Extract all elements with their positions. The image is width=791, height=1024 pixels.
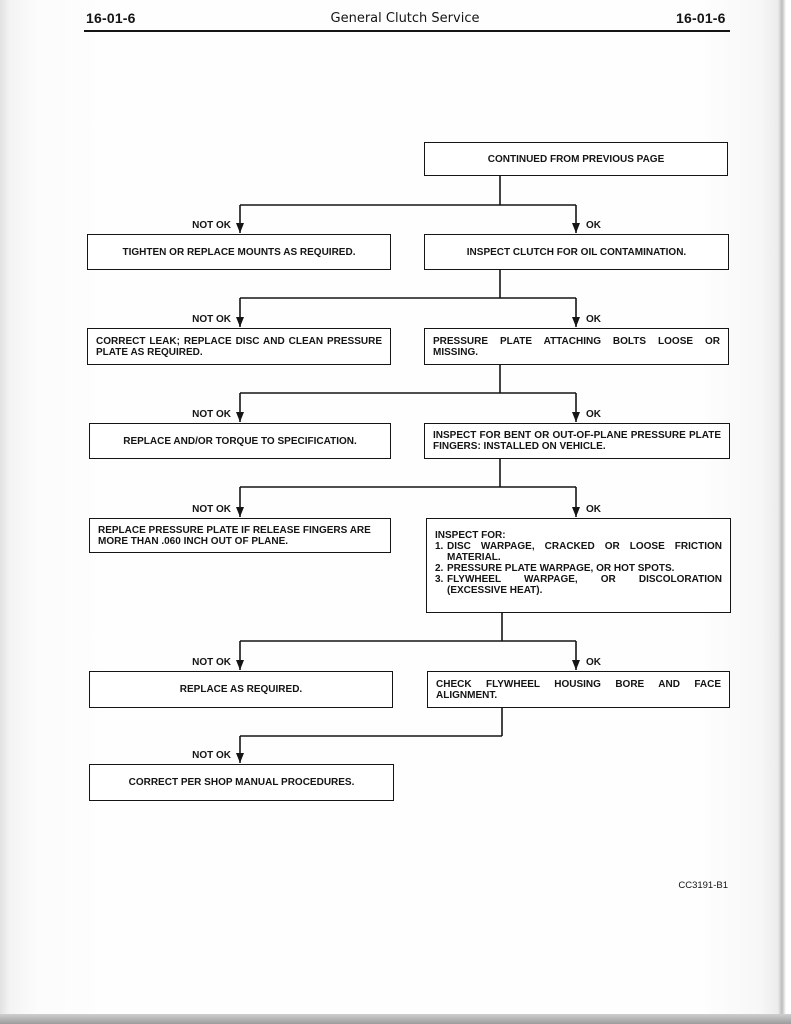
label-not-ok-6: NOT OK xyxy=(192,750,231,761)
start-box xyxy=(424,142,728,176)
action-box-3-text: REPLACE AND/OR TORQUE TO SPECIFICATION. xyxy=(123,435,357,447)
check-box-3 xyxy=(424,423,730,459)
action-box-6 xyxy=(89,764,394,801)
label-ok-4: OK xyxy=(586,504,601,515)
action-box-1 xyxy=(87,234,391,270)
figure-code: CC3191-B1 xyxy=(678,880,728,891)
inspection-list-heading: INSPECT FOR: xyxy=(435,530,506,541)
inspection-item-3: 3. FLYWHEEL WARPAGE, OR DISCOLORATION (EXCESSIVE HEAT). xyxy=(435,574,722,596)
action-box-3 xyxy=(89,423,391,459)
check-box-1 xyxy=(424,234,729,270)
label-ok-5: OK xyxy=(586,657,601,668)
label-ok-1: OK xyxy=(586,220,601,231)
label-ok-3: OK xyxy=(586,409,601,420)
action-box-4 xyxy=(89,518,391,553)
action-box-5 xyxy=(89,671,393,708)
action-box-1-text: TIGHTEN OR REPLACE MOUNTS AS REQUIRED. xyxy=(122,246,356,258)
check-box-5-text: CHECK FLYWHEEL HOUSING BORE AND FACE ALIGNMENT. xyxy=(436,678,721,701)
check-box-2 xyxy=(424,328,729,365)
action-box-2 xyxy=(87,328,391,365)
inspection-item-2: 2. PRESSURE PLATE WARPAGE, OR HOT SPOTS. xyxy=(435,563,675,574)
check-box-4 xyxy=(426,518,731,613)
inspection-list xyxy=(435,530,722,596)
page-edge-shadow xyxy=(0,1014,791,1024)
label-ok-2: OK xyxy=(586,314,601,325)
label-not-ok-4: NOT OK xyxy=(192,504,231,515)
check-box-2-text: PRESSURE PLATE ATTACHING BOLTS LOOSE OR MISSING. xyxy=(433,335,720,358)
label-not-ok-1: NOT OK xyxy=(192,220,231,231)
check-box-3-text: INSPECT FOR BENT OR OUT-OF-PLANE PRESSURE PLATE FINGERS: INSTALLED ON VEHICLE. xyxy=(433,430,721,452)
label-not-ok-5: NOT OK xyxy=(192,657,231,668)
label-not-ok-3: NOT OK xyxy=(192,409,231,420)
check-box-1-text: INSPECT CLUTCH FOR OIL CONTAMINATION. xyxy=(466,246,687,258)
page-number-left: 16-01-6 xyxy=(86,10,136,26)
label-not-ok-2: NOT OK xyxy=(192,314,231,325)
action-box-4-text: REPLACE PRESSURE PLATE IF RELEASE FINGERS ARE MORE THAN .060 INCH OUT OF PLANE. xyxy=(98,524,371,547)
action-box-2-text: CORRECT LEAK; REPLACE DISC AND CLEAN PRESSURE PLATE AS REQUIRED. xyxy=(96,335,382,358)
start-box-text: CONTINUED FROM PREVIOUS PAGE xyxy=(487,153,665,165)
page-number-right: 16-01-6 xyxy=(676,10,726,26)
inspection-item-1: 1. DISC WARPAGE, CRACKED OR LOOSE FRICTION MATERIAL. xyxy=(435,541,722,563)
check-box-5 xyxy=(427,671,730,708)
page-title: General Clutch Service xyxy=(330,11,480,26)
action-box-5-text: REPLACE AS REQUIRED. xyxy=(179,684,303,695)
action-box-6-text: CORRECT PER SHOP MANUAL PROCEDURES. xyxy=(128,777,355,788)
